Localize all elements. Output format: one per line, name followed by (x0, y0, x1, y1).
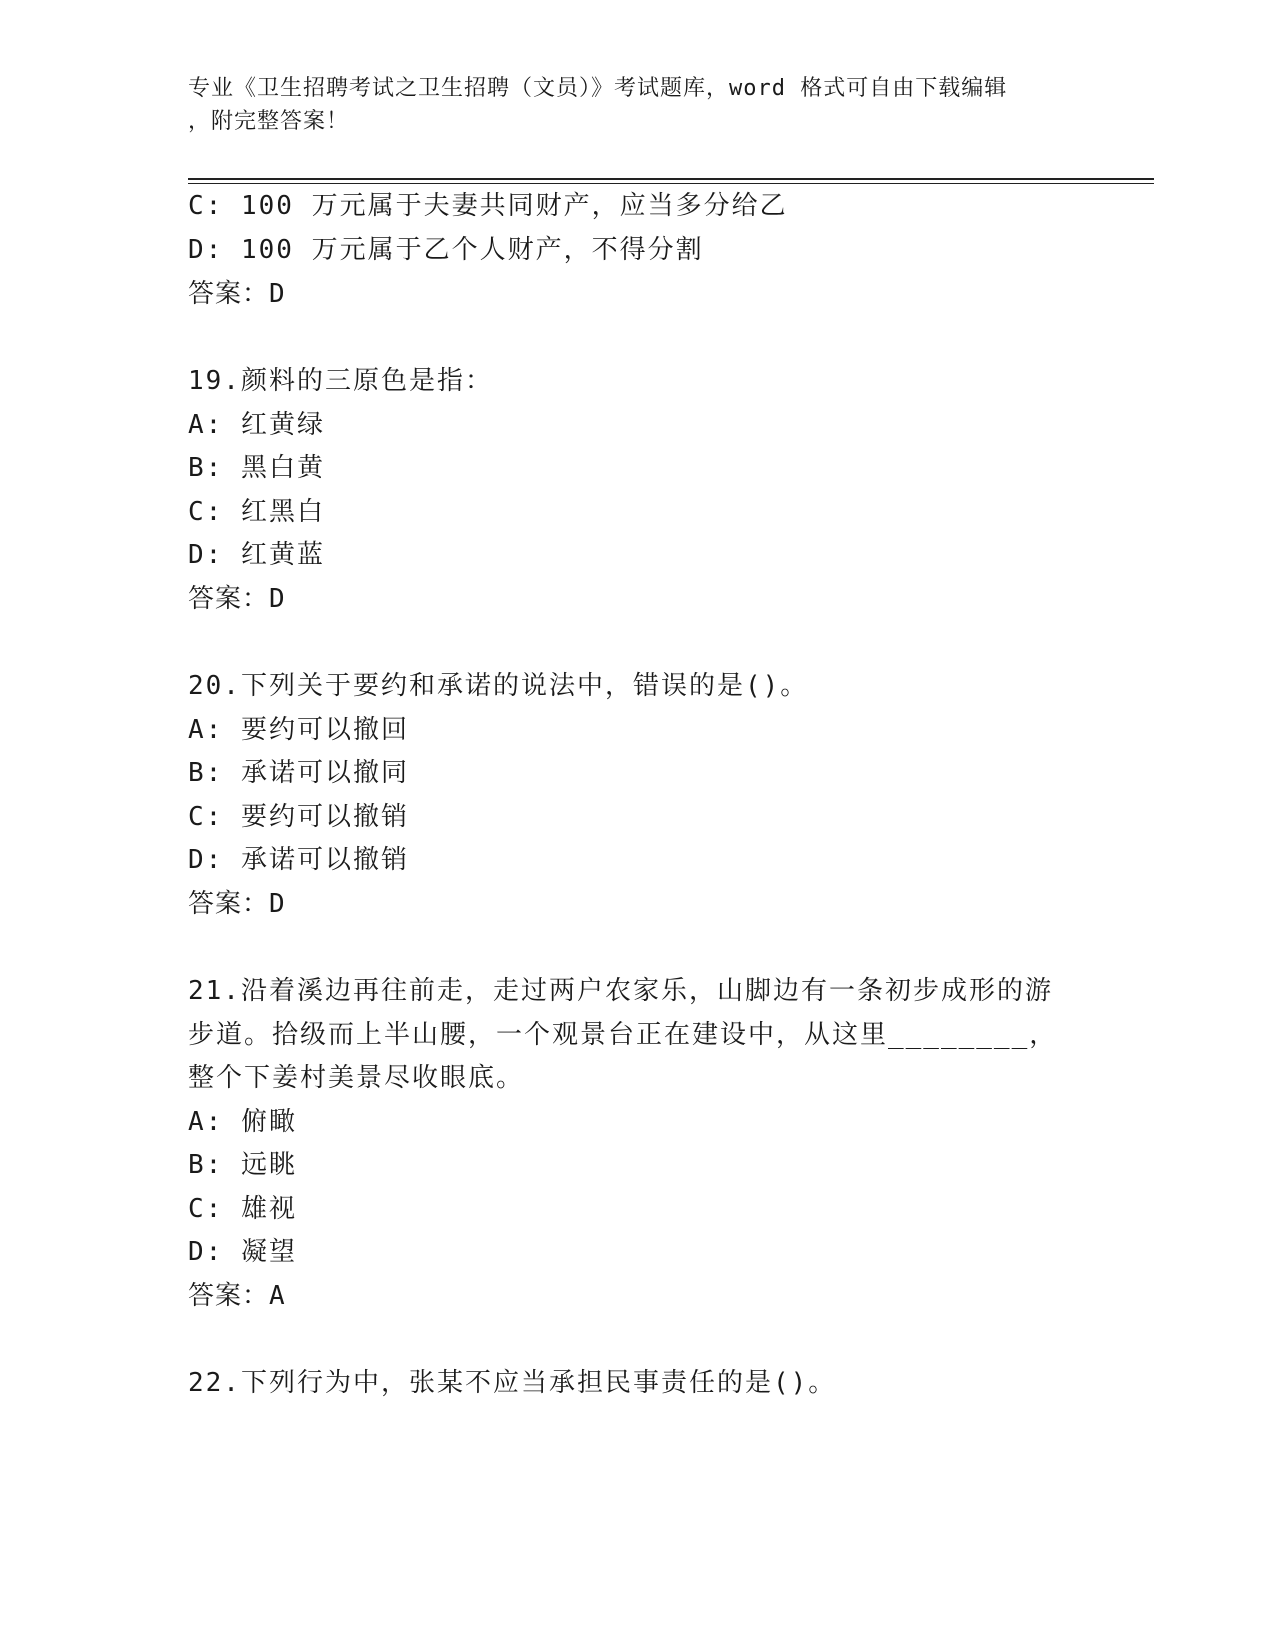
option-a: A: 俯瞰 (188, 1107, 297, 1137)
question-stem: 19.颜料的三原色是指： (188, 366, 493, 396)
question-stem: 20.下列关于要约和承诺的说法中，错误的是()。 (188, 671, 809, 701)
option-a: A: 要约可以撤回 (188, 715, 409, 745)
option-d: D: 100 万元属于乙个人财产，不得分割 (188, 235, 704, 265)
question-stem: 22.下列行为中，张某不应当承担民事责任的是()。 (188, 1368, 837, 1398)
answer-line: 答案：D (188, 889, 286, 919)
option-c: C: 雄视 (188, 1194, 297, 1224)
answer-line: 答案：D (188, 584, 286, 614)
option-c: C: 要约可以撤销 (188, 802, 409, 832)
option-b: B: 黑白黄 (188, 453, 325, 483)
header-line-1: 专业《卫生招聘考试之卫生招聘（文员）》考试题库，word 格式可自由下载编辑 (188, 76, 1008, 101)
option-b: B: 远眺 (188, 1150, 297, 1180)
option-d: D: 承诺可以撤销 (188, 845, 409, 875)
answer-line: 答案：A (188, 1281, 286, 1311)
option-d: D: 凝望 (188, 1237, 297, 1267)
option-d: D: 红黄蓝 (188, 540, 325, 570)
header-divider-thin (188, 183, 1154, 184)
question-stem: 整个下姜村美景尽收眼底。 (188, 1063, 525, 1093)
option-a: A: 红黄绿 (188, 410, 325, 440)
header-divider-thick (188, 178, 1154, 180)
option-c: C: 100 万元属于夫妻共同财产，应当多分给乙 (188, 191, 788, 221)
header-line-2: ，附完整答案！ (188, 109, 350, 134)
option-b: B: 承诺可以撤同 (188, 758, 409, 788)
document-header (188, 72, 1088, 138)
question-stem: 21.沿着溪边再往前走，走过两户农家乐，山脚边有一条初步成形的游 (188, 976, 1053, 1006)
question-stem: 步道。拾级而上半山腰，一个观景台正在建设中，从这里________， (188, 1020, 1058, 1050)
option-c: C: 红黑白 (188, 497, 325, 527)
answer-line: 答案：D (188, 279, 286, 309)
